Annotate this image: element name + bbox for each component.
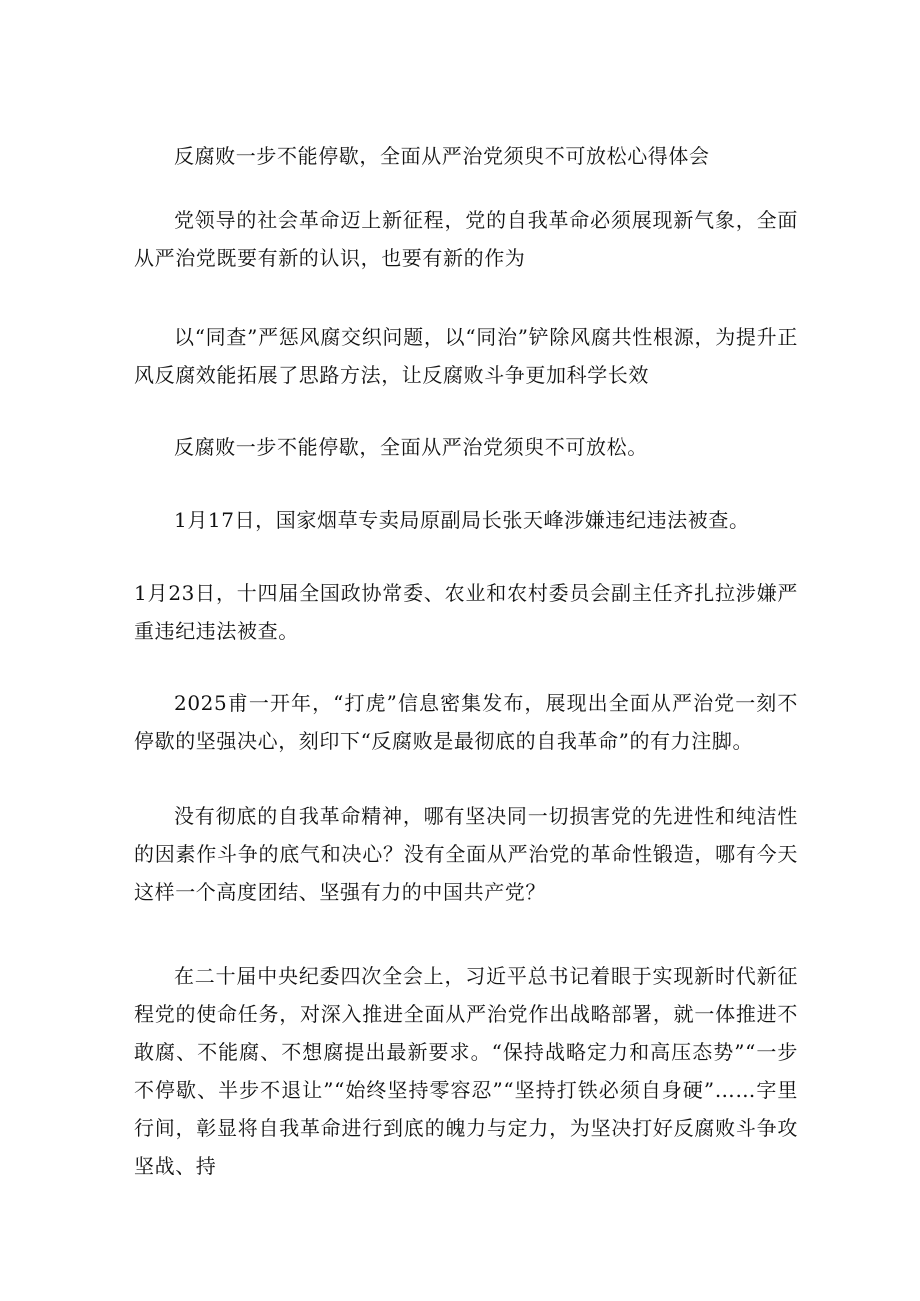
paragraph-no-pause: 反腐败一步不能停歇，全面从严治党须臾不可放松。 xyxy=(174,435,648,459)
paragraph-jan-23: 1月23日，十四届全国政协常委、农业和农村委员会副主任齐扎拉涉嫌严重违纪违法被查。 xyxy=(134,581,798,643)
paragraph-plenary-session: 在二十届中央纪委四次全会上，习近平总书记着眼于实现新时代新征程党的使命任务，对深入推进全面从严治党作出战略部署，就一体推进不敢腐、不能腐、不想腐提出最新要求。“保持战略定力和高压态势”“一步不停歇、半步不退让”“始终坚持零容忍”“坚持打铁必须自身硬”……字里行间，彰显将自我革命进行到底的魄力与定力，为坚决打好反腐败斗争攻坚战、持 xyxy=(134,964,798,1178)
document-title: 反腐败一步不能停歇，全面从严治党须臾不可放松心得体会 xyxy=(174,144,710,168)
paragraph-new-journey: 党领导的社会革命迈上新征程，党的自我革命必须展现新气象，全面从严治党既要有新的认识，也要有新的作为 xyxy=(134,208,798,270)
paragraph-jan-17: 1月17日，国家烟草专卖局原副局长张天峰涉嫌违纪违法被查。 xyxy=(174,508,750,532)
paragraph-joint-investigation: 以“同查”严惩风腐交织问题，以“同治”铲除风腐共性根源，为提升正风反腐效能拓展了思路方法，让反腐败斗争更加科学长效 xyxy=(134,325,798,387)
paragraph-self-revolution: 没有彻底的自我革命精神，哪有坚决同一切损害党的先进性和纯洁性的因素作斗争的底气和决心？没有全面从严治党的革命性锻造，哪有今天这样一个高度团结、坚强有力的中国共产党？ xyxy=(134,804,798,904)
paragraph-2025: 2025甫一开年，“打虎”信息密集发布，展现出全面从严治党一刻不停歇的坚强决心，刻印下“反腐败是最彻底的自我革命”的有力注脚。 xyxy=(134,691,798,753)
